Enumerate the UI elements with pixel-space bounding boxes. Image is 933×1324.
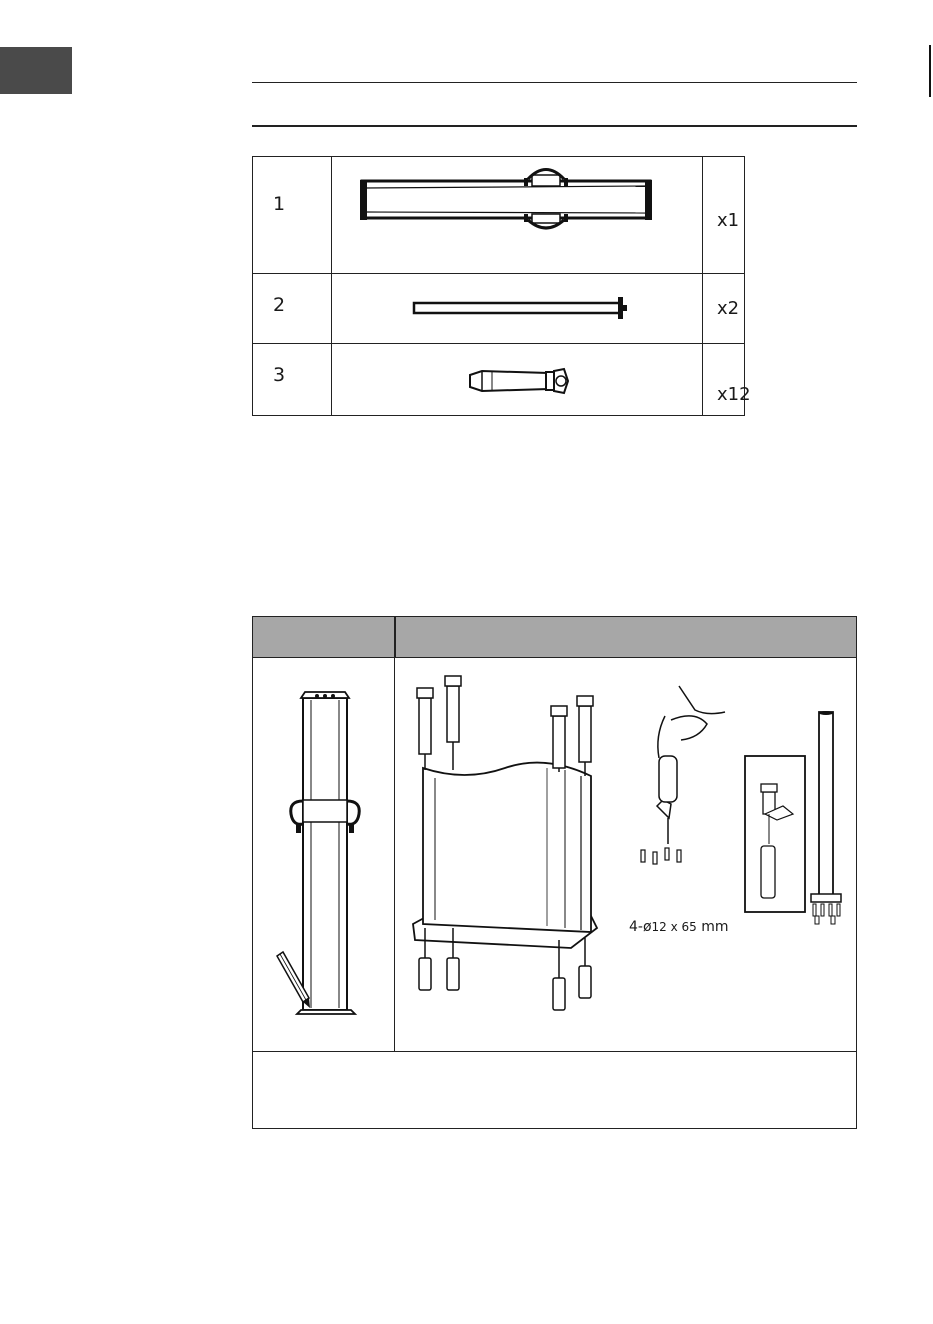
drill-size-label bbox=[629, 919, 729, 935]
drill-label-prefix: 4-ø bbox=[629, 919, 652, 935]
language-tab bbox=[0, 47, 72, 94]
anchor-installation-illustration bbox=[395, 658, 856, 1050]
part-number: 3 bbox=[253, 344, 332, 416]
installation-panel bbox=[252, 616, 857, 1129]
drill-label-dims: 12 x 65 bbox=[651, 920, 697, 934]
parts-table bbox=[252, 156, 751, 416]
parts-row bbox=[253, 157, 745, 274]
drill-label-unit: mm bbox=[701, 919, 729, 935]
part-quantity: x2 bbox=[703, 274, 745, 344]
step-drilling-cell bbox=[395, 658, 856, 1051]
column-bracket-icon bbox=[332, 157, 703, 274]
step-marking-cell bbox=[253, 658, 395, 1051]
column-marking-illustration bbox=[253, 658, 393, 1050]
part-number: 2 bbox=[253, 274, 332, 344]
parts-row bbox=[253, 274, 745, 344]
installation-header bbox=[253, 617, 856, 658]
installation-footer bbox=[253, 1051, 856, 1128]
part-quantity: x1 bbox=[703, 157, 745, 274]
rod-icon bbox=[332, 274, 703, 344]
header-rule-thin bbox=[252, 82, 857, 83]
header-rule-thick bbox=[252, 125, 857, 127]
header-divider bbox=[394, 617, 396, 657]
part-number: 1 bbox=[253, 157, 332, 274]
page-edge-mark bbox=[929, 45, 931, 97]
parts-row bbox=[253, 344, 745, 416]
anchor-bolt-icon bbox=[332, 344, 703, 416]
part-quantity: x12 bbox=[703, 344, 745, 416]
